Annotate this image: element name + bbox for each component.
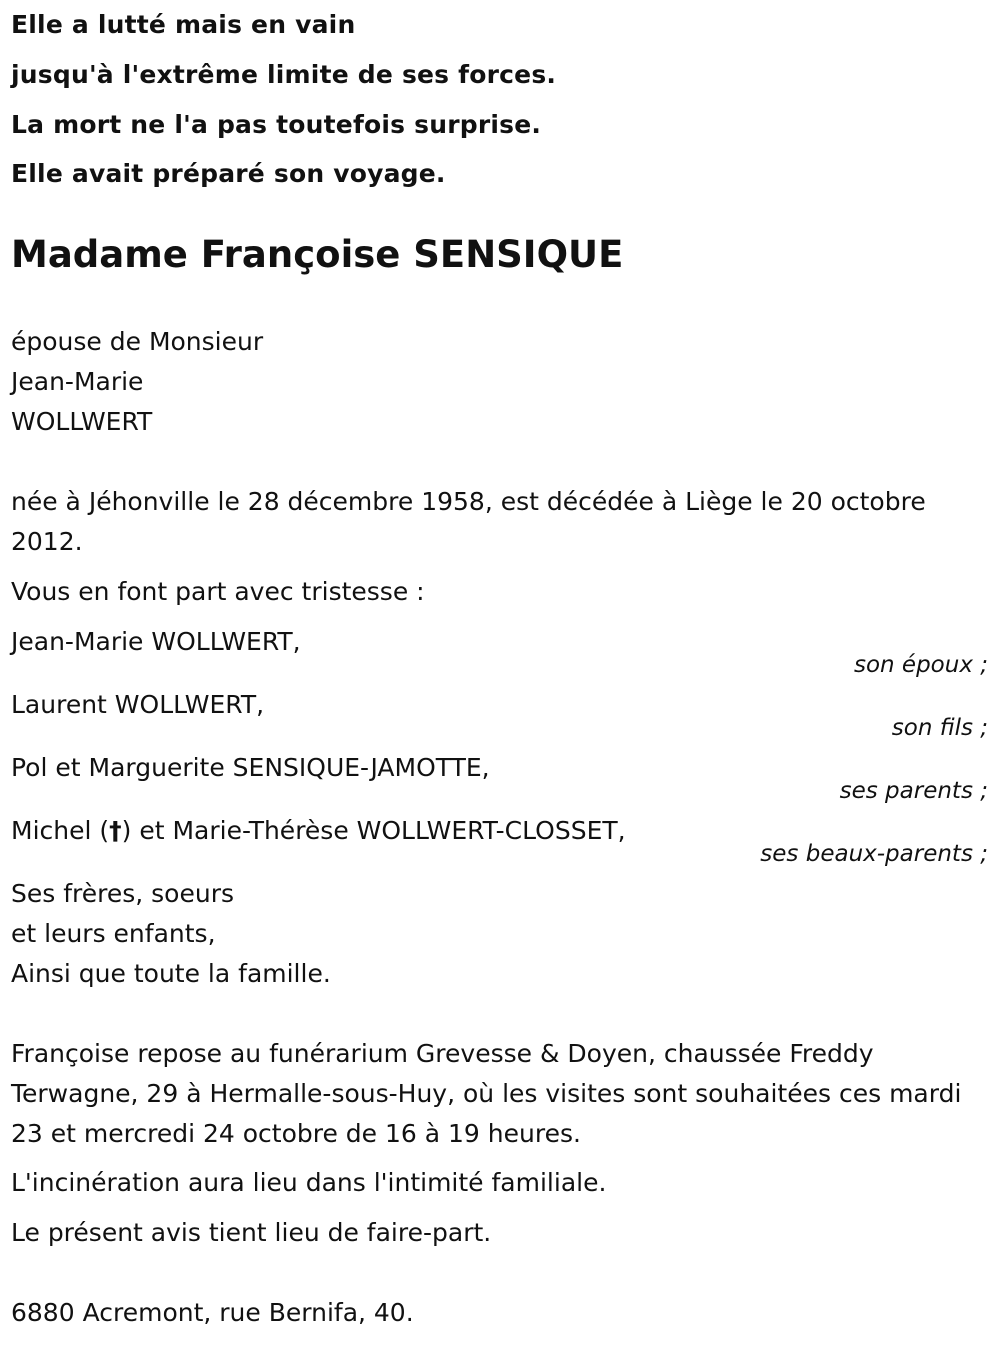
poem-line-3: La mort ne l'a pas toutefois surprise. — [11, 110, 542, 139]
family-member-name: Laurent WOLLWERT, — [11, 690, 265, 719]
family-member-role: ses beaux-parents ; — [760, 841, 988, 867]
siblings-line-3: Ainsi que toute la famille. — [11, 959, 331, 988]
spouse-line-3: WOLLWERT — [11, 407, 153, 436]
address-text: 6880 Acremont, rue Bernifa, 40. — [11, 1298, 414, 1327]
family-member-name: Jean-Marie WOLLWERT, — [11, 627, 301, 656]
family-member-role: ses parents ; — [839, 778, 988, 804]
cremation-text: L'incinération aura lieu dans l'intimité familiale. — [11, 1168, 607, 1197]
poem-line-1: Elle a lutté mais en vain — [11, 10, 356, 39]
birth-death-text: née à Jéhonville le 28 décembre 1958, est décédée à Liège le 20 octobre 2012. — [11, 487, 926, 556]
family-member-role: son époux ; — [853, 652, 988, 678]
spouse-line-1: épouse de Monsieur — [11, 327, 264, 356]
announcement-text: Vous en font part avec tristesse : — [11, 577, 425, 606]
siblings-line-1: Ses frères, soeurs — [11, 879, 235, 908]
notice-text: Le présent avis tient lieu de faire-part. — [11, 1218, 492, 1247]
siblings-line-2: et leurs enfants, — [11, 919, 216, 948]
name-part: Michel ( — [11, 816, 110, 845]
funerarium-text: Françoise repose au funérarium Grevesse & Doyen, chaussée Freddy Terwagne, 29 à Hermalle-sous-Huy, où les visites sont souhaitées ces mardi 23 et mercredi 24 octobre de 16 à 19 heures. — [11, 1039, 962, 1148]
cross-icon: † — [109, 816, 122, 845]
family-member-role: son fils ; — [891, 715, 988, 741]
name-part: ) et Marie-Thérèse WOLLWERT-CLOSSET, — [121, 816, 626, 845]
family-member-name: Pol et Marguerite SENSIQUE-JAMOTTE, — [11, 753, 490, 782]
spouse-line-2: Jean-Marie — [11, 367, 144, 396]
poem-line-2: jusqu'à l'extrême limite de ses forces. — [11, 60, 557, 89]
poem-line-4: Elle avait préparé son voyage. — [11, 159, 446, 188]
deceased-name: Madame Françoise SENSIQUE — [11, 233, 624, 276]
